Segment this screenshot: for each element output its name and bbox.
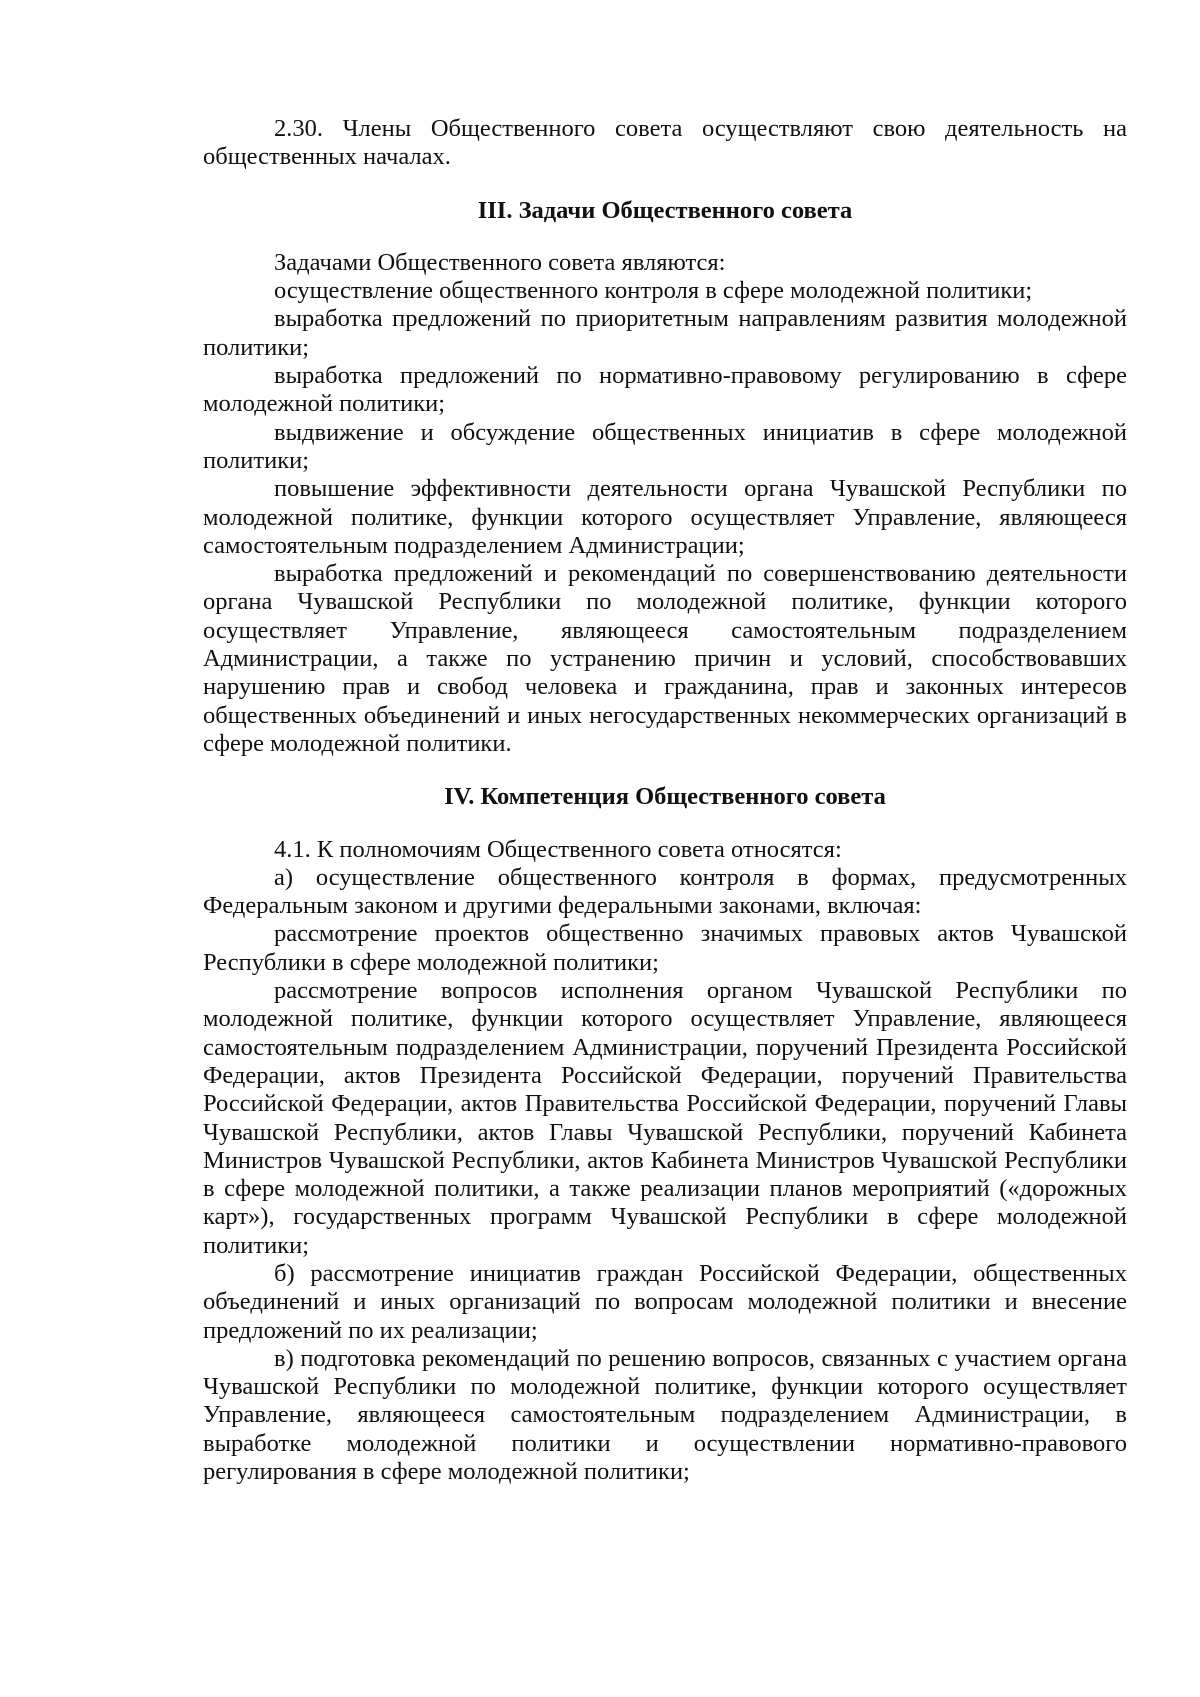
section-3-intro: Задачами Общественного совета являются: <box>274 248 726 276</box>
section-4-item-b: б) рассмотрение инициатив граждан Российской Федерации, общественных объединений и иных организаций по вопросам молодежной политики и внесение предложений по их реализации; <box>203 1259 1127 1344</box>
section-3-task-6: выработка предложений и рекомендаций по совершенствованию деятельности органа Чувашской Республики по молодежной политике, функции которого осуществляет Управление, являющееся самостоятельным подразделением Администрации, а также по устранению причин и условий, способствовавших нарушению прав и свобод человека и гражданина, прав и законных интересов общественных объединений и иных негосударственных некоммерческих организаций в сфере молодежной политики. <box>203 560 1127 757</box>
paragraph-4-1: 4.1. К полномочиям Общественного совета относятся: <box>274 835 842 863</box>
section-3-task-5: повышение эффективности деятельности органа Чувашской Республики по молодежной политике, функции которого осуществляет Управление, являющееся самостоятельным подразделением Администрации; <box>203 475 1127 559</box>
section-3-task-4: выдвижение и обсуждение общественных инициатив в сфере молодежной политики; <box>203 418 1127 474</box>
section-4-heading: IV. Компетенция Общественного совета <box>444 783 886 811</box>
document-page <box>203 115 1127 1486</box>
section-4-item-a: а) осуществление общественного контроля в формах, предусмотренных Федеральным законом и другими федеральными законами, включая: <box>203 863 1127 920</box>
section-3-heading: III. Задачи Общественного совета <box>477 196 853 224</box>
paragraph-2-30: 2.30. Члены Общественного совета осуществляют свою деятельность на общественных началах. <box>203 115 1127 171</box>
section-3-task-2: выработка предложений по приоритетным направлениям развития молодежной политики; <box>203 305 1127 361</box>
section-4-item-a-1: рассмотрение проектов общественно значимых правовых актов Чувашской Республики в сфере молодежной политики; <box>203 920 1127 976</box>
section-4-item-v: в) подготовка рекомендаций по решению вопросов, связанных с участием органа Чувашской Республики по молодежной политике, функции которого осуществляет Управление, являющееся самостоятельным подразделением Администрации, в выработке молодежной политики и осуществлении нормативно-правового регулирования в сфере молодежной политики; <box>203 1344 1127 1486</box>
section-3-task-3: выработка предложений по нормативно-правовому регулированию в сфере молодежной политики; <box>203 362 1127 418</box>
section-3-task-1: осуществление общественного контроля в сфере молодежной политики; <box>274 277 1033 305</box>
section-4-item-a-2: рассмотрение вопросов исполнения органом Чувашской Республики по молодежной политике, функции которого осуществляет Управление, являющееся самостоятельным подразделением Администрации, поручений Президента Российской Федерации, актов Президента Российской Федерации, поручений Правительства Российской Федерации, актов Правительства Российской Федерации, поручений Главы Чувашской Республики, актов Главы Чувашской Республики, поручений Кабинета Министров Чувашской Республики, актов Кабинета Министров Чувашской Республики в сфере молодежной политики, а также реализации планов мероприятий («дорожных карт»), государственных программ Чувашской Республики в сфере молодежной политики; <box>203 977 1127 1259</box>
